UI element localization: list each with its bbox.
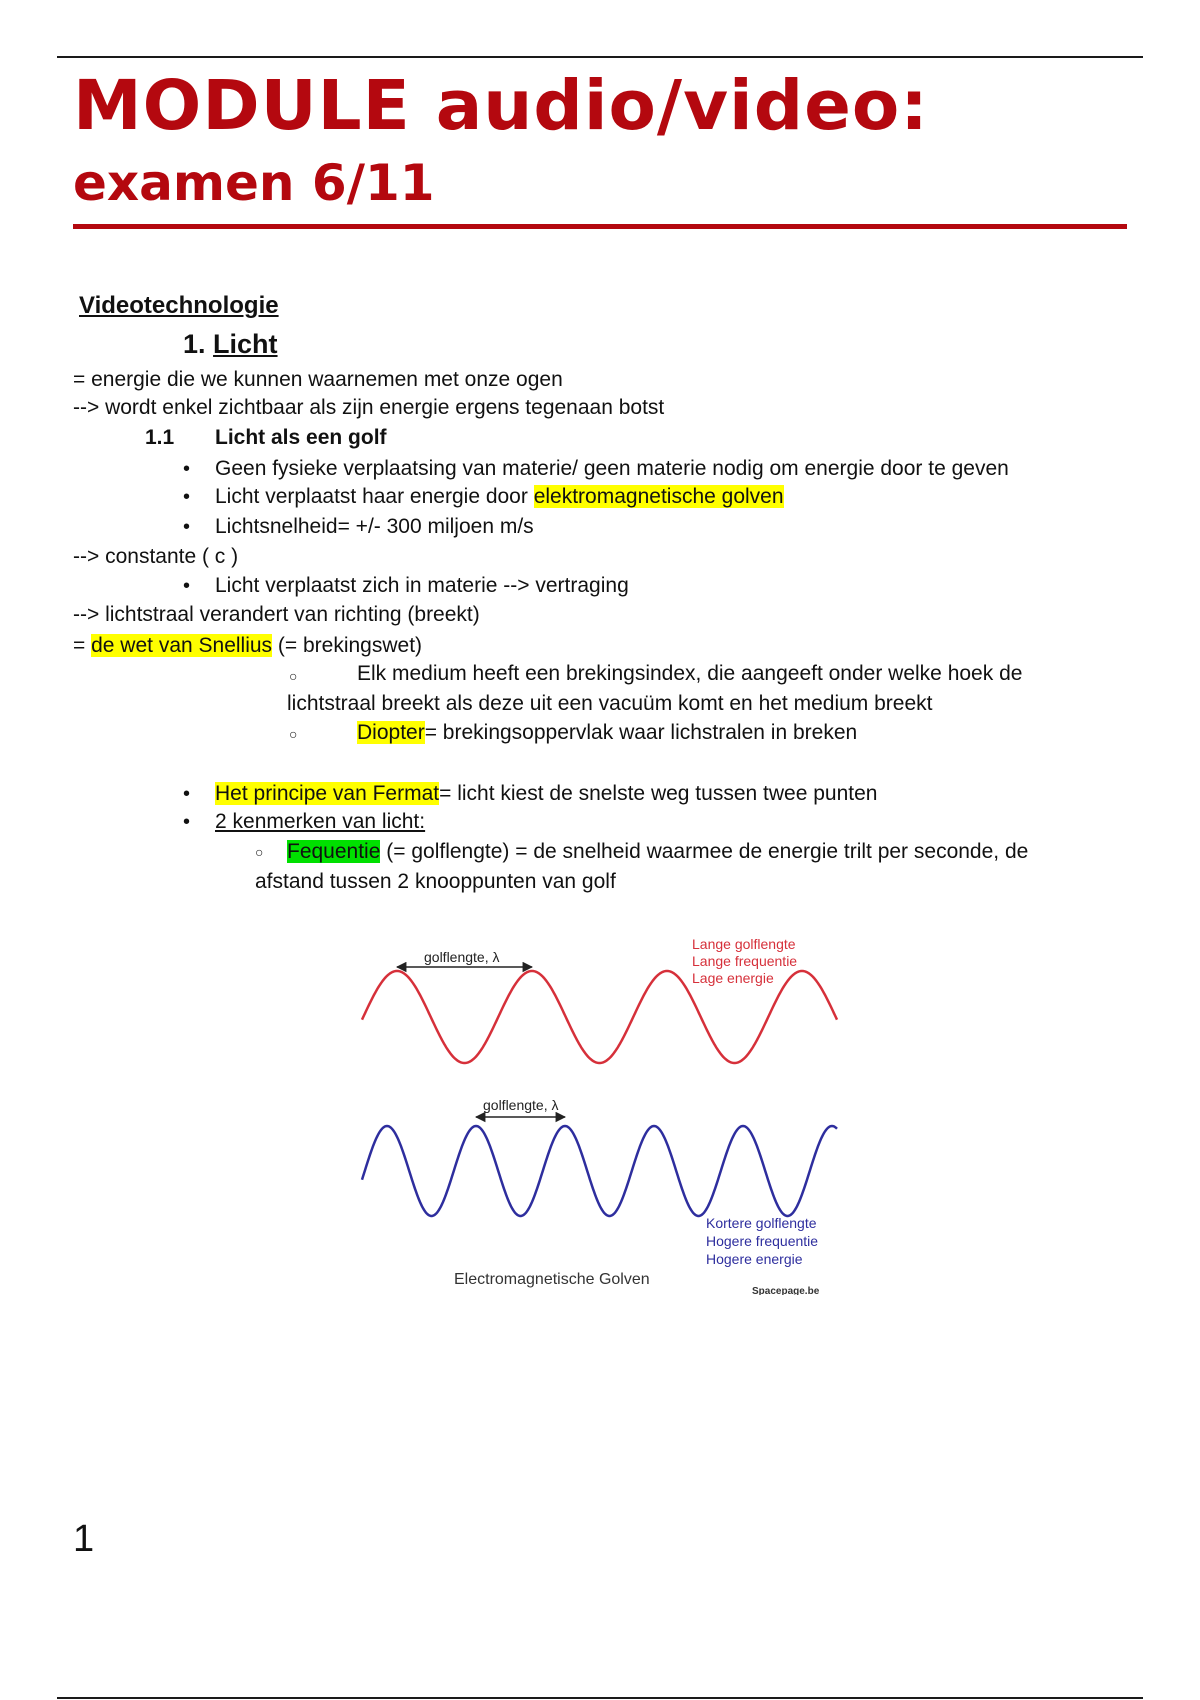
bullet-item-4: Licht verplaatst zich in materie --> vertraging xyxy=(215,574,629,597)
bullet-item-2-text: Licht verplaatst haar energie door xyxy=(215,485,534,508)
subheading-number: 1.1 xyxy=(145,426,175,449)
bottom-note-2: Hogere frequentie xyxy=(706,1233,819,1249)
figure-credit: Spacepage.be xyxy=(752,1286,820,1295)
bottom-wavelength-label: golflengte, λ xyxy=(483,1097,559,1113)
highlight-principe-van-fermat: Het principe van Fermat xyxy=(215,782,440,805)
bullet-item-6: 2 kenmerken van licht: xyxy=(215,810,426,833)
circle-bullet: ○ xyxy=(289,668,298,684)
circle-bullet: ○ xyxy=(255,844,264,860)
arrow-line-1: --> wordt enkel zichtbaar als zijn energie ergens tegenaan botst xyxy=(73,396,665,419)
highlight-fequentie: Fequentie xyxy=(287,840,381,863)
snellius-prefix: = xyxy=(73,634,92,657)
bottom-rule xyxy=(57,1697,1143,1699)
bullet-dot: • xyxy=(183,783,191,805)
wave-figure xyxy=(352,925,862,1295)
bullet-item-5-text: = licht kiest de snelste weg tussen twee punten xyxy=(439,782,878,805)
highlight-wet-van-snellius: de wet van Snellius xyxy=(91,634,273,657)
sub-item-3-line-1 xyxy=(287,838,1028,866)
bullet-item-1: Geen fysieke verplaatsing van materie/ geen materie nodig om energie door te geven xyxy=(215,457,1009,480)
subheading-title: Licht als een golf xyxy=(215,426,387,449)
top-note-1: Lange golflengte xyxy=(692,936,796,952)
sub-item-2-text: = brekingsoppervlak waar lichstralen in breken xyxy=(424,721,858,744)
bullet-dot: • xyxy=(183,458,191,480)
arrow-line-3: --> lichtstraal verandert van richting (breekt) xyxy=(73,603,480,626)
sub-item-1-line-1: Elk medium heeft een brekingsindex, die aangeeft onder welke hoek de xyxy=(357,662,1023,685)
top-note-3: Lage energie xyxy=(692,970,774,986)
snellius-suffix: (= brekingswet) xyxy=(272,634,423,657)
page-number: 1 xyxy=(73,1518,95,1560)
sub-item-3-line-2: afstand tussen 2 knooppunten van golf xyxy=(255,870,616,893)
bottom-note-1: Kortere golflengte xyxy=(706,1215,817,1231)
heading-number: 1. xyxy=(183,329,206,359)
top-wavelength-label: golflengte, λ xyxy=(424,949,500,965)
bullet-item-5 xyxy=(215,780,877,808)
circle-bullet: ○ xyxy=(289,726,298,742)
snellius-line xyxy=(73,632,422,660)
short-wave xyxy=(362,1126,837,1216)
heading-text: Licht xyxy=(213,329,278,359)
arrow-line-2: --> constante ( c ) xyxy=(73,545,239,568)
bullet-dot: • xyxy=(183,811,191,833)
sub-item-1-line-2: lichtstraal breekt als deze uit een vacuüm komt en het medium breekt xyxy=(287,692,933,715)
figure-caption: Electromagnetische Golven xyxy=(454,1271,650,1288)
top-rule xyxy=(57,56,1143,58)
bullet-dot: • xyxy=(183,575,191,597)
sub-item-2 xyxy=(357,719,857,747)
bullet-item-3: Lichtsnelheid= +/- 300 miljoen m/s xyxy=(215,515,534,538)
bullet-dot: • xyxy=(183,516,191,538)
bullet-item-2 xyxy=(215,483,784,511)
title-underline xyxy=(73,224,1127,229)
highlight-diopter: Diopter xyxy=(357,721,425,744)
section-heading: Videotechnologie xyxy=(79,292,279,319)
document-title: MODULE audio/video: xyxy=(73,66,929,146)
bottom-note-3: Hogere energie xyxy=(706,1251,803,1267)
bullet-dot: • xyxy=(183,486,191,508)
sub-item-3-text: (= golflengte) = de snelheid waarmee de energie trilt per seconde, de xyxy=(380,840,1029,863)
heading-licht xyxy=(183,330,278,358)
definition-line: = energie die we kunnen waarnemen met onze ogen xyxy=(73,368,563,391)
highlight-elektromagnetische-golven: elektromagnetische golven xyxy=(533,485,784,508)
document-subtitle: examen 6/11 xyxy=(73,154,435,212)
top-note-2: Lange frequentie xyxy=(692,953,798,969)
